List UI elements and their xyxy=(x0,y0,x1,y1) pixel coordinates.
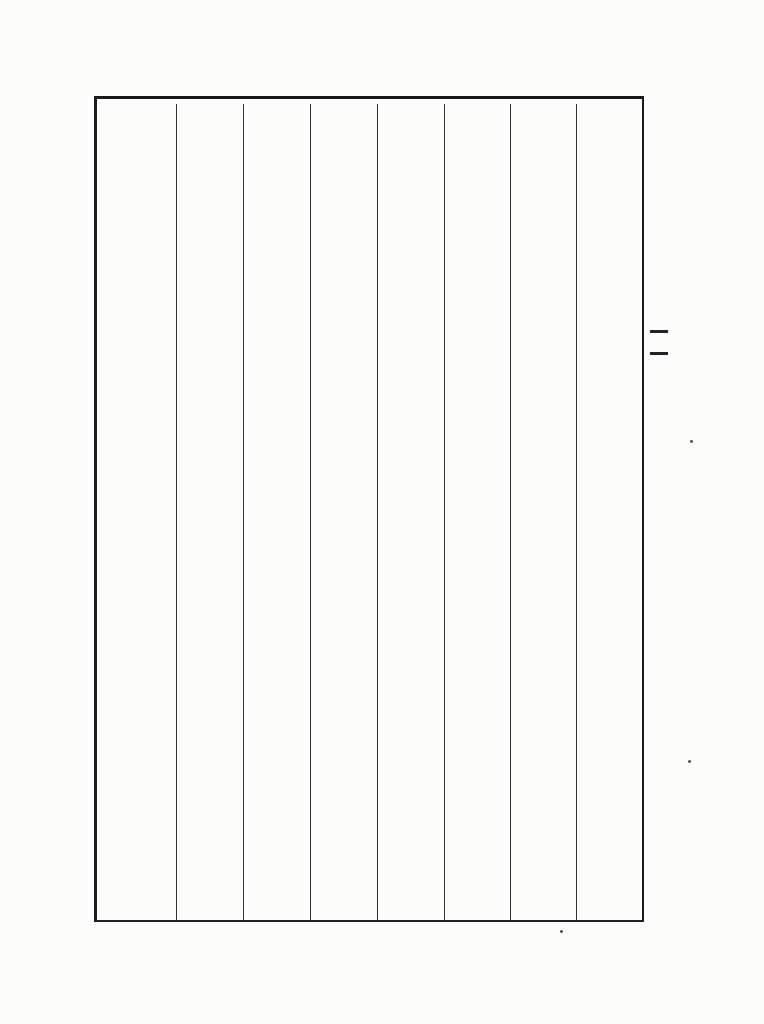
text-column-5 xyxy=(322,148,372,920)
text-column-4 xyxy=(389,148,439,920)
text-column-2 xyxy=(523,148,573,920)
column-rule xyxy=(510,104,511,920)
scan-speck xyxy=(690,440,693,443)
text-column-8 xyxy=(118,148,168,920)
scan-speck xyxy=(560,930,563,933)
column-rule xyxy=(243,104,244,920)
column-rule xyxy=(310,104,311,920)
scan-speck xyxy=(688,760,691,763)
column-rule xyxy=(444,104,445,920)
text-column-6 xyxy=(255,148,305,920)
fishtail-mark xyxy=(650,330,668,333)
banxin-strip xyxy=(642,96,672,922)
text-column-7 xyxy=(188,148,238,920)
text-column-1 xyxy=(590,148,640,920)
column-rule xyxy=(176,104,177,920)
column-rule xyxy=(576,104,577,920)
column-rule xyxy=(377,104,378,920)
text-column-3 xyxy=(456,148,506,920)
fishtail-mark xyxy=(650,352,668,355)
